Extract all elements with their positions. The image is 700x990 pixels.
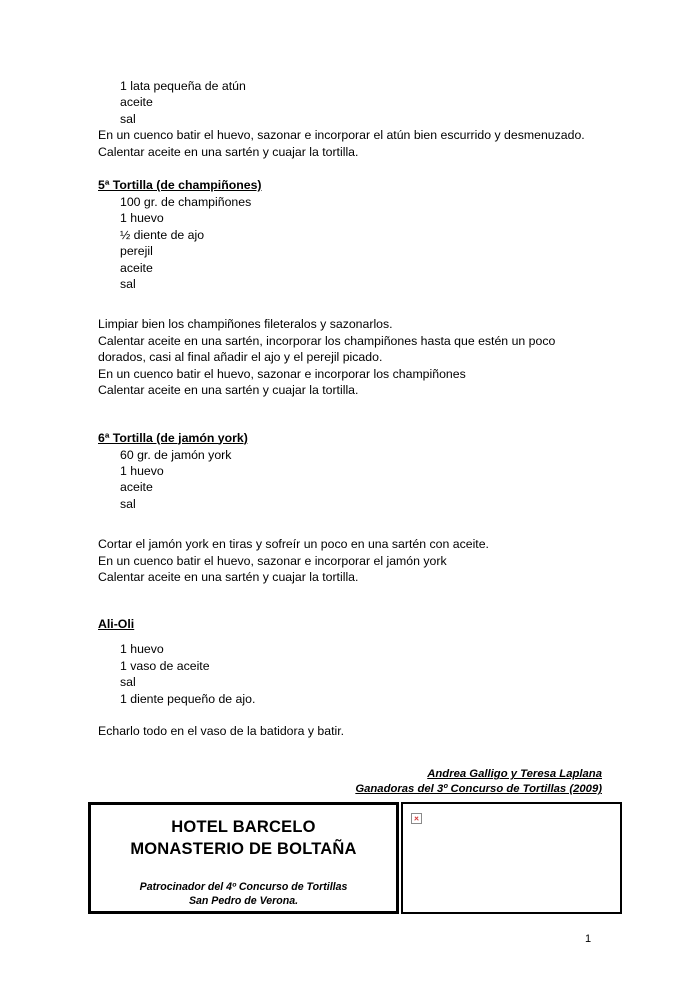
sponsor-subtitle-line2: San Pedro de Verona. [188,895,299,907]
recipe-heading-text: Ali-Oli [98,617,135,632]
instruction-line: Calentar aceite en una sartén, incorporar los champiñones hasta que estén un poco dorados, casi al final añadir el ajo y el perejil picado. [98,333,559,365]
instruction-line: Cortar el jamón york en tiras y sofreír un poco en una sartén con aceite. [98,537,489,552]
ingredient-line: sal [120,496,136,511]
signature-block [98,767,602,797]
spacer [98,399,602,429]
instruction-line: En un cuenco batir el huevo, sazonar e incorporar el jamón york [98,553,447,568]
ingredient-line: 100 gr. de champiñones [120,195,252,210]
signature-authors: Andrea Galligo y Teresa Laplana [427,768,602,781]
ingredient-line: sal [120,277,136,292]
instruction-line: En un cuenco batir el huevo, sazonar e incorporar los champiñones [98,366,466,381]
sponsor-title-line2: MONASTERIO DE BOLTAÑA [130,840,357,858]
instruction-line: Calentar aceite en una sartén y cuajar la tortilla. [98,383,359,398]
recipe-heading [98,615,602,633]
spacer [98,633,602,641]
image-placeholder-box [401,802,622,914]
spacer [98,512,602,536]
sponsor-subtitle-line1: Patrocinador del 4º Concurso de Tortillas [139,881,348,893]
broken-image-icon [411,813,422,824]
sponsor-title-line1: HOTEL BARCELO [171,818,316,836]
ingredient-line: 1 huevo [120,463,164,478]
ingredient-line: 1 vaso de aceite [120,658,210,673]
spacer [98,160,602,176]
ingredient-line: 1 huevo [120,642,164,657]
instruction-line: Calentar aceite en una sartén y cuajar la tortilla. [98,569,359,584]
spacer [98,707,602,723]
page-number: 1 [585,933,592,945]
spacer [98,292,602,316]
ingredient-line: 1 huevo [120,211,164,226]
instruction-line: En un cuenco batir el huevo, sazonar e incorporar el atún bien escurrido y desmenuzado. [98,128,585,143]
ingredient-line: sal [120,111,136,126]
recipe-heading [98,176,602,194]
ingredient-line: sal [120,675,136,690]
document-body [98,78,602,739]
ingredient-line: 60 gr. de jamón york [120,447,232,462]
footer-boxes [88,802,622,914]
instruction-line: Limpiar bien los champiñones fileteralos y sazonarlos. [98,317,393,332]
recipe-heading [98,429,602,447]
recipe-heading-text: 6ª Tortilla (de jamón york) [98,430,248,445]
ingredient-line: 1 lata pequeña de atún [120,79,246,93]
ingredient-line: aceite [120,480,153,495]
signature-subtitle: Ganadoras del 3º Concurso de Tortillas (2009) [355,783,602,796]
spacer [98,585,602,615]
ingredient-line: aceite [120,260,153,275]
ingredient-line: perejil [120,244,153,259]
ingredient-line: aceite [120,95,153,110]
instruction-line: Calentar aceite en una sartén y cuajar la tortilla. [98,144,359,159]
ingredient-line: ½ diente de ajo [120,227,205,242]
sponsor-box [88,802,399,914]
recipe-heading-text: 5ª Tortilla (de champiñones) [98,178,262,193]
ingredient-line: 1 diente pequeño de ajo. [120,691,256,706]
instruction-line: Echarlo todo en el vaso de la batidora y batir. [98,723,345,738]
